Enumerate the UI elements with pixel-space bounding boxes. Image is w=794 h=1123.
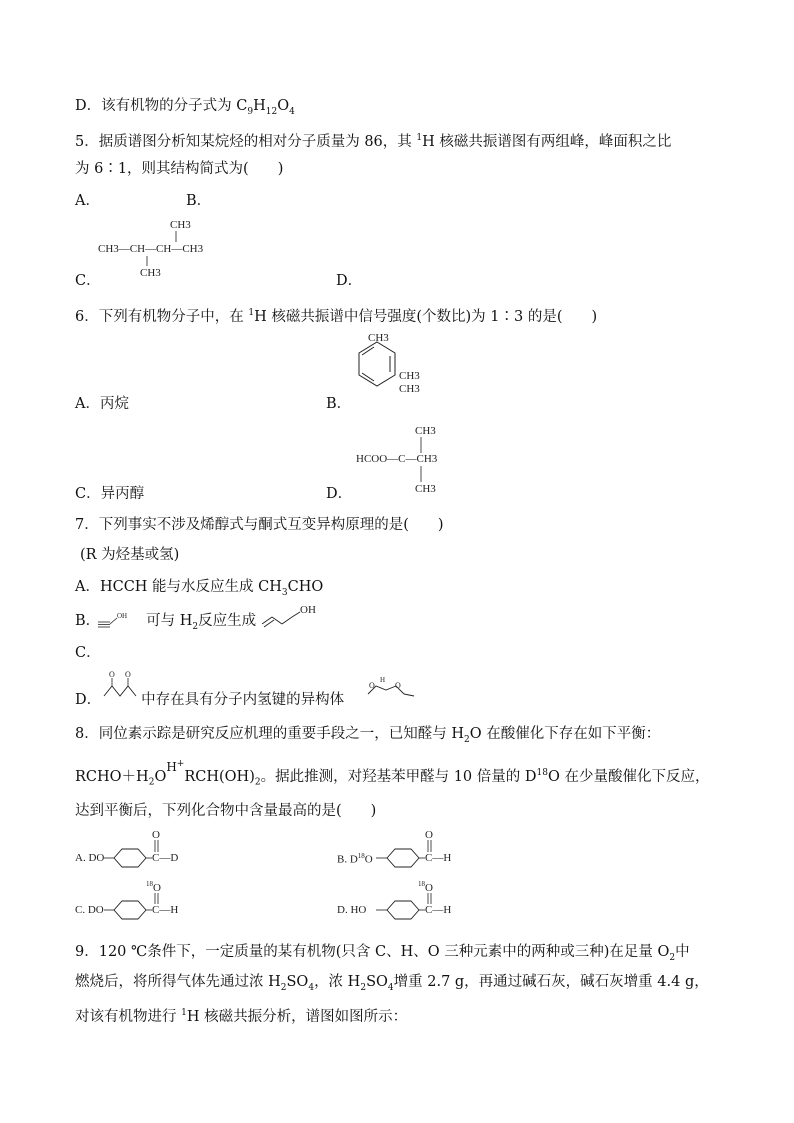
question-7-option-d: D． 中存在具有分子内氢键的异构体	[75, 692, 345, 708]
q8-option-d-label: D. HO	[337, 904, 367, 916]
question-4-option-d: D．该有机物的分子式为 $C_9H_{12}O_4$	[75, 98, 295, 117]
svg-text:O: O	[369, 681, 375, 690]
svg-text:O: O	[395, 681, 401, 690]
question-5-option-b: B．	[186, 193, 212, 209]
question-5-option-d: D．	[336, 273, 363, 289]
q8-option-d-o: O	[425, 882, 433, 894]
q8-option-c-o18: 18	[146, 880, 153, 888]
question-7-option-b: B． 可与 $H_2$反应生成	[75, 613, 257, 632]
question-6-option-d: D．	[326, 486, 353, 502]
question-6-option-c: C．异丙醇	[75, 486, 145, 502]
q8-option-d-ch: C—H	[425, 904, 452, 916]
q8-option-c-o: O	[153, 882, 161, 894]
question-5-option-a: A．	[75, 193, 100, 209]
question-8-stem-line2: $RCHO+H_2O^{H^+}RCH(OH)_2$。据此推测，对羟基苯甲醛与 10 倍量的 $D^{18}O$ 在少量酸催化下反应，	[75, 758, 710, 788]
question-9-stem: 9．120 ℃条件下，一定质量的某有机物(只含 C、H、O 三种元素中的两种或三种)在足量 $O_2$中	[75, 944, 690, 963]
question-8-stem-line3: 达到平衡后，下列化合物中含量最高的是( )	[75, 803, 377, 819]
question-6-option-a: A．丙烷	[75, 396, 129, 412]
q8-option-d-o18: 18	[418, 880, 425, 888]
question-6-option-b: B．	[326, 396, 352, 412]
svg-text:OH: OH	[117, 612, 128, 620]
svg-text:H: H	[380, 676, 386, 684]
question-9-stem-line2: 燃烧后，将所得气体先通过浓 $H_2SO_4$，浓 $H_2SO_4$增重 2.7 g，再通过碱石灰，碱石灰增重 4.4 g，	[75, 974, 709, 993]
q8-option-c-label: C. DO	[75, 904, 104, 916]
question-8-stem: 8．同位素示踪是研究反应机理的重要手段之一，已知醛与 $H_2O$ 在酸催化下存在如下平衡：	[75, 726, 661, 745]
q8-option-c-ch: C—H	[152, 904, 179, 916]
question-7-option-a: A．HCCH 能与水反应生成 $CH_3CHO$	[75, 579, 324, 598]
q6-b-ch3-3: CH3	[399, 383, 420, 395]
question-7-stem: 7．下列事实不涉及烯醇式与酮式互变异构原理的是( )	[75, 517, 444, 533]
q6-d-ch3-top: CH3	[415, 425, 436, 437]
q8-option-b-o: O	[425, 829, 433, 841]
question-7-note: (R 为烃基或氢)	[80, 547, 180, 563]
svg-text:O: O	[109, 670, 115, 679]
q5-struct-chain: CH3—CH—CH—CH3	[98, 243, 204, 255]
q7-b-oh-label: OH	[300, 604, 316, 616]
q6-d-ch3-bottom: CH3	[415, 483, 436, 495]
q6-d-hcoo: HCOO—C—CH3	[356, 453, 438, 465]
question-6-stem: 6．下列有机物分子中，在 $^1$H 核磁共振谱中信号强度(个数比)为 1∶3 的是( )	[75, 308, 598, 325]
q8-option-b-ch: C—H	[425, 852, 452, 864]
q8-option-a-label: A. DO	[75, 852, 105, 864]
q6-b-ch3-1: CH3	[368, 332, 389, 344]
q6-b-ch3-2: CH3	[399, 370, 420, 382]
svg-text:O: O	[125, 670, 131, 679]
question-9-stem-line3: 对该有机物进行 $^1$H 核磁共振分析，谱图如图所示：	[75, 1008, 408, 1025]
q8-option-a-o: O	[152, 829, 160, 841]
question-5-stem: 5．据质谱图分析知某烷烃的相对分子质量为 86，其 $^1$H 核磁共振谱图有两组峰，峰面积之比	[75, 133, 672, 150]
q8-option-b-label: B. $D^{18}O$	[337, 852, 373, 866]
q8-option-a-cd: C—D	[152, 852, 179, 864]
question-5-stem-line2: 为 6∶1，则其结构简式为( )	[75, 161, 284, 177]
q5-struct-ch3-bottom: CH3	[140, 267, 161, 279]
question-7-option-c: C．	[75, 645, 101, 661]
q5-struct-ch3-top: CH3	[170, 219, 191, 231]
question-5-option-c: C．	[75, 273, 101, 289]
